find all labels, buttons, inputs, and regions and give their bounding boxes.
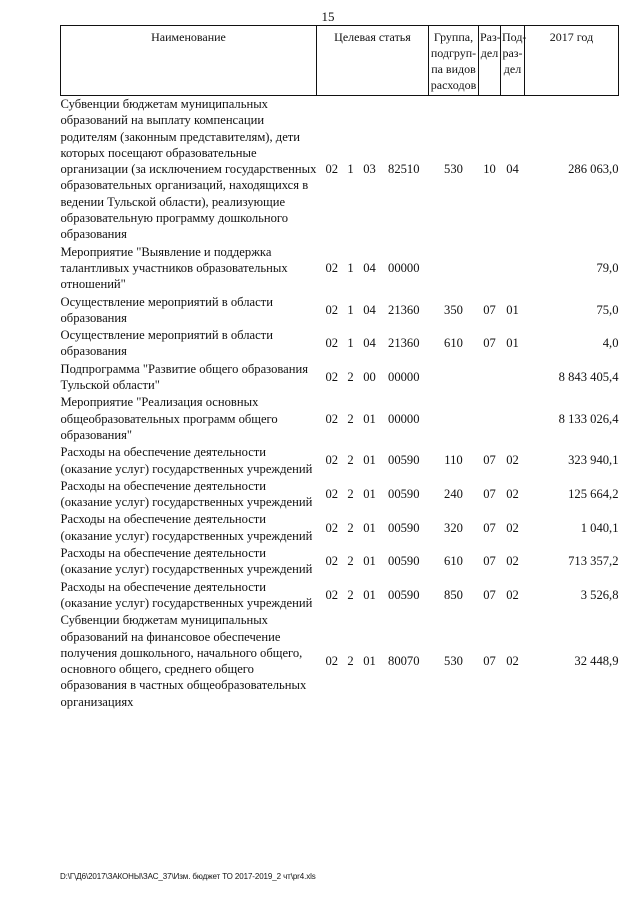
budget-table [60, 25, 619, 711]
row-name: Осуществление мероприятий в области образования [60, 328, 273, 359]
table-row [61, 511, 619, 545]
row-amount: 4,0 [602, 336, 619, 351]
row-amount: 8 133 026,4 [558, 411, 619, 426]
row-section: 07 [483, 554, 496, 569]
row-subsection: 01 [506, 336, 519, 351]
row-target: 02 2 01 00590 [325, 554, 420, 569]
row-name: Субвенции бюджетам муниципальных образований на выплату компенсации родителям (законным представителям), дети которых посещают образовательные организации (за исключением государственных образовательных организаций, находящихся в ведении Тульской области), реализующие образовательную программу дошкольного образования [60, 97, 317, 242]
table-row [61, 394, 619, 444]
row-subsection: 02 [506, 587, 519, 602]
row-group [429, 361, 479, 395]
row-section: 07 [483, 520, 496, 535]
row-group: 850 [444, 587, 463, 602]
row-name: Расходы на обеспечение деятельности (оказание услуг) государственных учреждений [60, 546, 313, 577]
row-section [479, 394, 501, 444]
table-row [61, 244, 619, 294]
row-name: Расходы на обеспечение деятельности (оказание услуг) государственных учреждений [60, 579, 313, 610]
table-row [61, 444, 619, 478]
row-section: 07 [483, 453, 496, 468]
row-amount: 3 526,8 [580, 587, 619, 602]
table-row [61, 294, 619, 328]
table-header-row [61, 26, 619, 96]
row-amount: 323 940,1 [568, 453, 619, 468]
row-target: 02 1 03 82510 [325, 162, 420, 177]
row-target: 02 2 00 00000 [325, 369, 420, 384]
row-target: 02 2 01 00590 [325, 587, 420, 602]
row-name: Подпрограмма "Развитие общего образования Тульской области" [60, 361, 309, 393]
row-group [429, 394, 479, 444]
row-name: Мероприятие "Реализация основных общеобразовательных программ общего образования" [60, 395, 278, 442]
row-name: Субвенции бюджетам муниципальных образований на финансовое обеспечение получения дошкольного, начального общего, основного общего, среднего общего образования в частных общеобразовательных организациях [60, 613, 307, 709]
row-amount: 286 063,0 [568, 162, 619, 177]
row-group: 110 [444, 453, 463, 468]
header-group: Группа, подгруп-па видов расходов [429, 26, 479, 96]
row-amount: 79,0 [596, 260, 619, 275]
row-name: Мероприятие "Выявление и поддержка талантливых участников образовательных отношений" [60, 244, 288, 292]
row-subsection [501, 244, 525, 294]
row-subsection: 02 [506, 554, 519, 569]
page-number: 15 [321, 9, 335, 24]
row-subsection: 02 [506, 453, 519, 468]
row-target: 02 2 01 00590 [325, 520, 420, 535]
row-target: 02 2 01 00590 [325, 453, 420, 468]
row-name: Расходы на обеспечение деятельности (оказание услуг) государственных учреждений [60, 478, 313, 510]
table-body [61, 96, 619, 711]
row-subsection [501, 394, 525, 444]
row-subsection [501, 361, 525, 395]
header-section: Раз-дел [479, 26, 501, 96]
row-group [429, 244, 479, 294]
row-amount: 713 357,2 [568, 554, 619, 569]
row-subsection: 01 [506, 302, 519, 317]
row-subsection: 02 [506, 486, 519, 501]
row-subsection: 02 [506, 653, 519, 668]
header-target: Целевая статья [317, 26, 429, 96]
row-group: 530 [444, 653, 463, 668]
row-group: 610 [444, 554, 463, 569]
row-group: 350 [444, 302, 463, 317]
row-target: 02 2 01 00590 [325, 486, 420, 501]
row-subsection: 04 [506, 162, 519, 177]
table-row [61, 478, 619, 512]
table-row [61, 545, 619, 579]
row-target: 02 2 01 80070 [325, 653, 420, 668]
row-target: 02 2 01 00000 [325, 411, 420, 426]
row-section [479, 361, 501, 395]
row-group: 320 [444, 520, 463, 535]
row-amount: 8 843 405,4 [558, 369, 619, 384]
row-section [479, 244, 501, 294]
table-row [61, 96, 619, 244]
row-name: Осуществление мероприятий в области образования [60, 294, 273, 325]
row-name: Расходы на обеспечение деятельности (оказание услуг) государственных учреждений [60, 512, 313, 543]
table-row [61, 327, 619, 361]
row-amount: 75,0 [596, 302, 619, 317]
table-row [61, 579, 619, 613]
row-amount: 125 664,2 [568, 486, 619, 501]
row-target: 02 1 04 00000 [325, 260, 420, 275]
header-year: 2017 год [525, 26, 619, 96]
row-section: 07 [483, 587, 496, 602]
row-section: 07 [483, 653, 496, 668]
row-target: 02 1 04 21360 [325, 302, 420, 317]
file-path-footer: D:\Г\Д6\2017\ЗАКОНЫ\ЗАС_37\Изм. бюджет ТО 2017-2019_2 чт\pr4.xls [60, 872, 316, 881]
row-amount: 32 448,9 [574, 653, 619, 668]
header-subsection: Под-раз-дел [501, 26, 525, 96]
row-group: 610 [444, 336, 463, 351]
row-name: Расходы на обеспечение деятельности (оказание услуг) государственных учреждений [60, 445, 313, 476]
row-amount: 1 040,1 [580, 520, 619, 535]
row-section: 10 [483, 162, 496, 177]
table-row [61, 612, 619, 711]
row-section: 07 [483, 302, 496, 317]
row-section: 07 [483, 486, 496, 501]
row-section: 07 [483, 336, 496, 351]
row-group: 530 [444, 162, 463, 177]
row-group: 240 [444, 486, 463, 501]
table-row [61, 361, 619, 395]
row-target: 02 1 04 21360 [325, 336, 420, 351]
header-name: Наименование [61, 26, 317, 96]
row-subsection: 02 [506, 520, 519, 535]
